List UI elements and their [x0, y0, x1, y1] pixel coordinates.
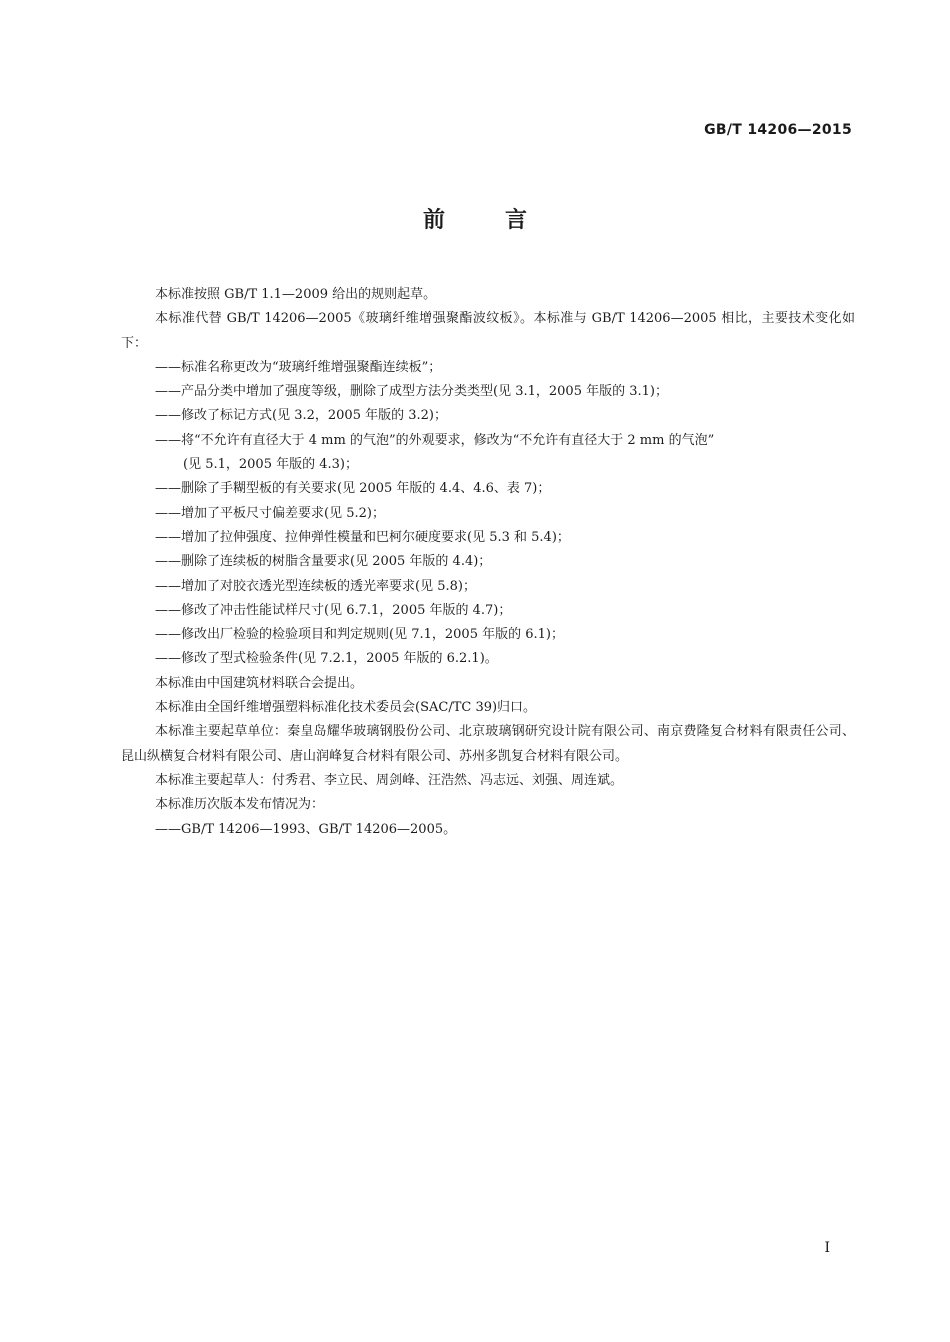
list-item-continuation: (见 5.1，2005 年版的 4.3)；: [183, 457, 358, 473]
change-list: [121, 356, 855, 672]
list-item: [121, 429, 855, 478]
list-item: ——删除了手糊型板的有关要求(见 2005 年版的 4.4、4.6、表 7)；: [155, 481, 551, 497]
list-item: ——产品分类中增加了强度等级，删除了成型方法分类类型(见 3.1，2005 年版的 3.1)；: [155, 384, 668, 400]
paragraph-drafting-rules: 本标准按照 GB/T 1.1—2009 给出的规则起草。: [155, 287, 437, 302]
paragraph-replaces: 本标准代替 GB/T 14206—2005《玻璃纤维增强聚酯波纹板》。本标准与 GB/T 14206—2005 相比，主要技术变化如下：: [121, 311, 855, 351]
list-item: ——标准名称更改为“玻璃纤维增强聚酯连续板”；: [155, 359, 442, 375]
paragraph-under-jurisdiction: 本标准由全国纤维增强塑料标准化技术委员会(SAC/TC 39)归口。: [155, 700, 537, 716]
page-title: 前言: [422, 208, 587, 233]
list-item: ——修改了冲击性能试样尺寸(见 6.7.1，2005 年版的 4.7)；: [155, 602, 512, 618]
paragraph-history-intro: 本标准历次版本发布情况为：: [155, 797, 325, 813]
standard-number: GB/T 14206—2015: [704, 122, 852, 138]
list-item: ——修改了型式检验条件(见 7.2.1，2005 年版的 6.2.1)。: [155, 651, 498, 667]
list-item: ——增加了对胶衣透光型连续板的透光率要求(见 5.8)；: [155, 578, 476, 594]
list-item: ——增加了拉伸强度、拉伸弹性模量和巴柯尔硬度要求(见 5.3 和 5.4)；: [155, 529, 570, 545]
paragraph-drafters: 本标准主要起草人：付秀君、李立民、周剑峰、汪浩然、冯志远、刘强、周连斌。: [155, 772, 624, 788]
paragraph-proposed-by: 本标准由中国建筑材料联合会提出。: [155, 675, 364, 691]
list-item: ——修改了标记方式(见 3.2，2005 年版的 3.2)；: [155, 408, 447, 424]
page-number: I: [824, 1240, 830, 1256]
document-body: [121, 283, 855, 842]
list-item-text: ——将“不允许有直径大于 4 mm 的气泡”的外观要求，修改为“不允许有直径大于 2 mm 的气泡”: [155, 432, 715, 448]
list-item: ——删除了连续板的树脂含量要求(见 2005 年版的 4.4)；: [155, 554, 492, 570]
list-item: ——增加了平板尺寸偏差要求(见 5.2)；: [155, 505, 385, 521]
list-item: ——修改出厂检验的检验项目和判定规则(见 7.1，2005 年版的 6.1)；: [155, 627, 564, 643]
history-item: ——GB/T 14206—1993、GB/T 14206—2005。: [155, 821, 457, 837]
paragraph-drafting-units: 本标准主要起草单位：秦皇岛耀华玻璃钢股份公司、北京玻璃钢研究设计院有限公司、南京费隆复合材料有限责任公司、昆山纵横复合材料有限公司、唐山润峰复合材料有限公司、苏州多凯复合材料有限公司。: [121, 724, 855, 764]
